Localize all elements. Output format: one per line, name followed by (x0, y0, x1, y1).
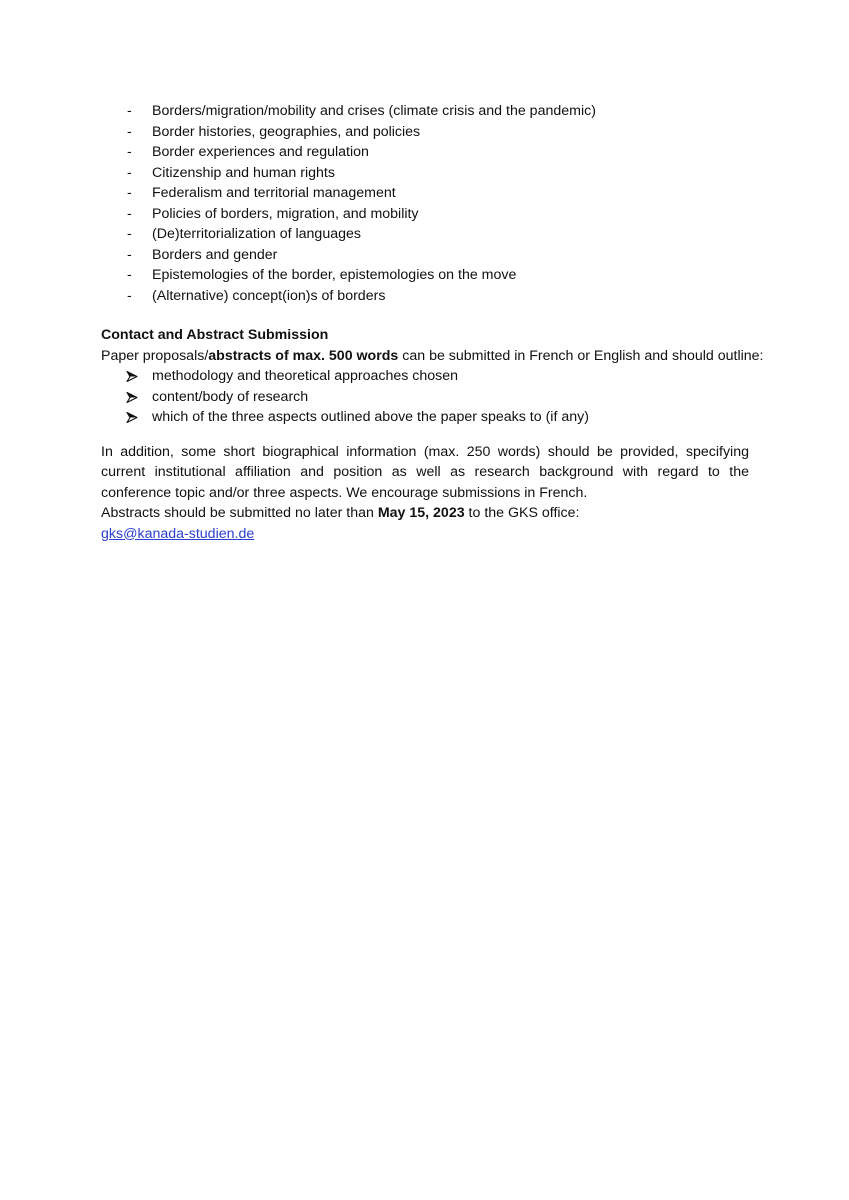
list-item-text: which of the three aspects outlined above the paper speaks to (if any) (152, 409, 589, 425)
dash-marker: - (127, 123, 132, 140)
topics-list (101, 101, 749, 306)
bio-line: current institutional affiliation and position as well as research background with regard to the (101, 464, 749, 480)
list-item (101, 183, 749, 204)
list-item (101, 224, 749, 245)
list-item (101, 245, 749, 266)
deadline-date: May 15, 2023 (377, 505, 465, 521)
list-item (101, 204, 749, 225)
list-item-text: methodology and theoretical approaches chosen (152, 368, 459, 384)
dash-marker: - (127, 287, 132, 304)
list-item-text: Citizenship and human rights (152, 164, 335, 181)
email-row (101, 524, 749, 545)
dash-marker: - (127, 205, 132, 222)
submission-intro (101, 346, 764, 367)
list-item-text: Borders/migration/mobility and crises (climate crisis and the pandemic) (152, 103, 596, 119)
intro-bold: abstracts of max. 500 words (208, 347, 399, 364)
list-item-text: (De)territorialization of languages (152, 226, 361, 242)
list-item (101, 265, 749, 286)
list-item-text: Border histories, geographies, and policies (152, 123, 421, 140)
intro-suffix: can be submitted in French or English and should outline: (398, 347, 764, 364)
deadline-prefix: Abstracts should be submitted no later than (101, 505, 378, 521)
intro-prefix: Paper proposals/ (101, 347, 209, 364)
dash-marker: - (127, 103, 132, 119)
list-item (101, 122, 749, 143)
bio-line: In addition, some short biographical information (max. 250 words) should be provided, specifying (101, 443, 749, 460)
list-item (101, 142, 749, 163)
list-item-text: Federalism and territorial management (152, 185, 396, 201)
deadline-suffix: to the GKS office: (464, 505, 580, 521)
list-item-text: (Alternative) concept(ion)s of borders (152, 287, 386, 304)
arrowhead-bullet-icon (126, 392, 138, 403)
dash-marker: - (127, 226, 132, 242)
bio-paragraph (101, 442, 749, 504)
list-item-text: content/body of research (152, 388, 309, 405)
dash-marker: - (127, 246, 132, 263)
list-item (101, 163, 749, 184)
list-item-text: Policies of borders, migration, and mobility (152, 205, 419, 222)
arrowhead-bullet-icon (126, 412, 138, 423)
list-item (101, 366, 749, 387)
list-item-text: Borders and gender (152, 246, 278, 263)
page-content (101, 101, 764, 544)
dash-marker: - (127, 144, 132, 160)
dash-marker: - (127, 185, 132, 201)
email-link[interactable]: gks@kanada-studien.de (101, 525, 255, 542)
outline-list (101, 366, 749, 428)
list-item (101, 407, 749, 428)
submission-section (101, 325, 764, 544)
list-item (101, 286, 749, 307)
list-item (101, 387, 749, 408)
deadline-line (101, 503, 749, 524)
section-heading: Contact and Abstract Submission (101, 327, 329, 343)
list-item-text: Epistemologies of the border, epistemologies on the move (152, 267, 517, 283)
arrowhead-bullet-icon (126, 371, 138, 382)
dash-marker: - (127, 267, 132, 283)
list-item-text: Border experiences and regulation (152, 144, 369, 160)
dash-marker: - (127, 164, 132, 181)
bio-line: conference topic and/or three aspects. We encourage submissions in French. (101, 484, 588, 501)
list-item (101, 101, 749, 122)
